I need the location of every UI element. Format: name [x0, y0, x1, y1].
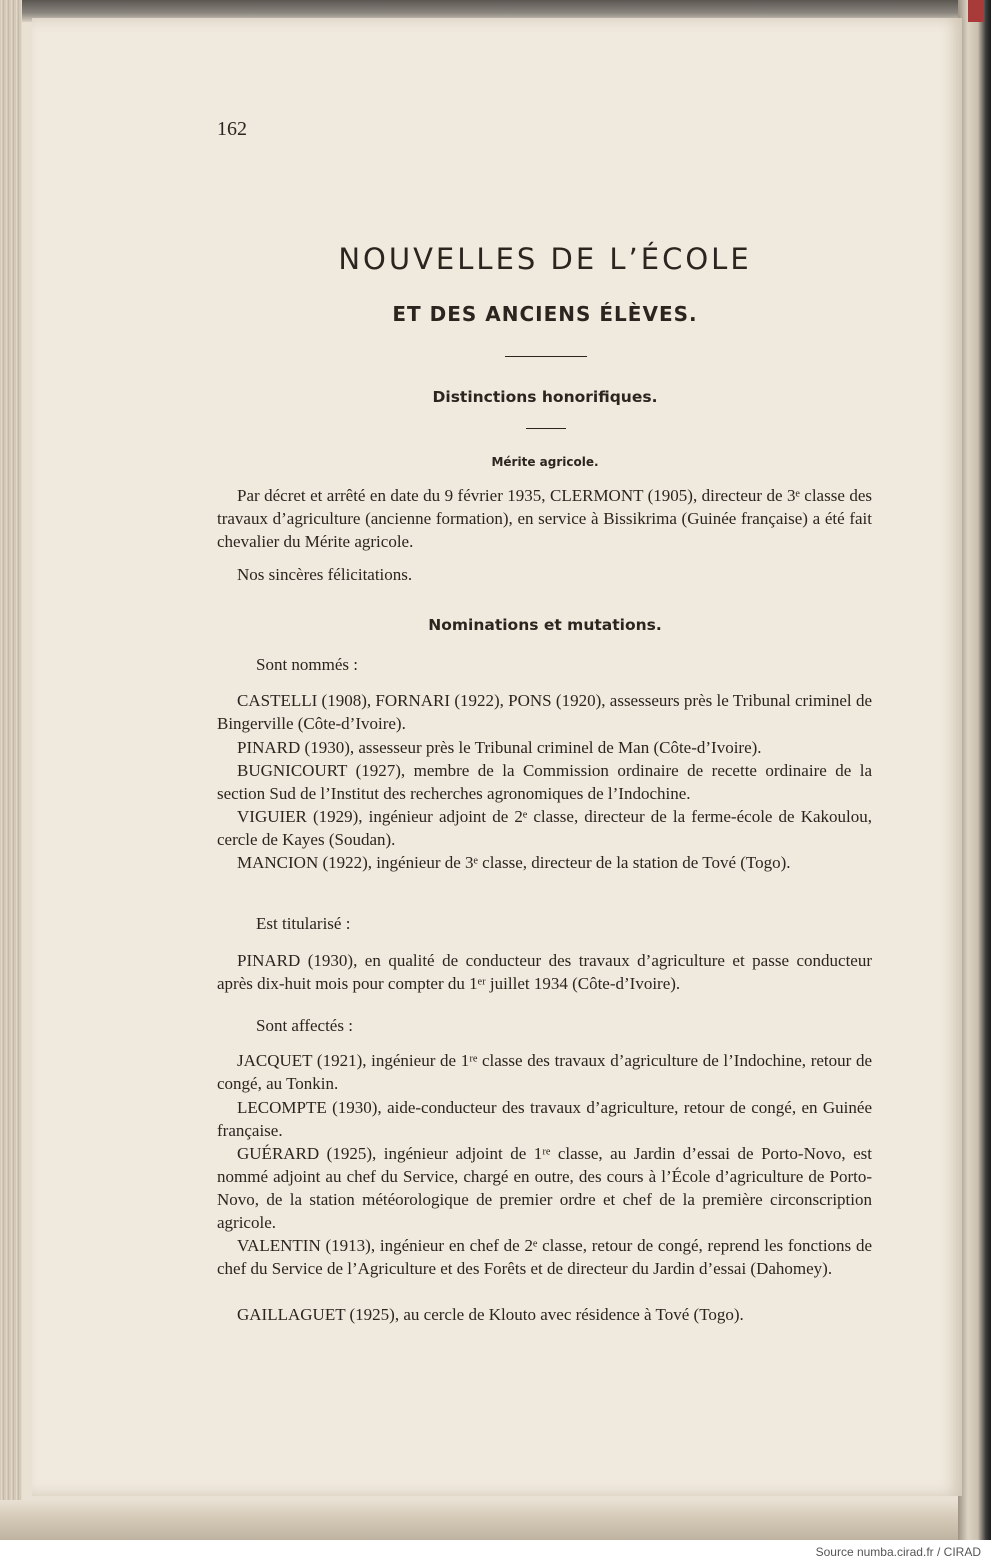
source-credit: Source numba.cirad.fr / CIRAD — [815, 1545, 981, 1559]
title-divider — [505, 356, 587, 357]
list-item: MANCION (1922), ingénieur de 3ᵉ classe, directeur de la station de Tové (Togo). — [237, 853, 791, 872]
page-title: NOUVELLES DE L’ÉCOLE — [338, 242, 752, 276]
label-est-titularise: Est titularisé : — [256, 914, 351, 933]
merite-agricole-heading: Mérite agricole. — [491, 455, 599, 469]
distinction-paragraph: Par décret et arrêté en date du 9 février 1935, CLERMONT (1905), directeur de 3ᵉ classe des travaux d’agriculture (ancienne formation), en service à Bissikrima (Guinée française) a été fait chevalier du Mérite agricole. — [217, 486, 872, 551]
section-divider — [526, 428, 566, 429]
list-item: VALENTIN (1913), ingénieur en chef de 2ᵉ classe, retour de congé, reprend les fonctions de chef du Service de l’Agriculture et des Forêts et de directeur du Jardin d’essai (Dahomey). — [217, 1236, 872, 1278]
nominations-heading: Nominations et mutations. — [428, 616, 662, 634]
list-item: BUGNICOURT (1927), membre de la Commission ordinaire de recette ordinaire de la section Sud de l’Institut des recherches agronomiques de l’Indochine. — [217, 761, 872, 803]
list-item: GUÉRARD (1925), ingénieur adjoint de 1ʳᵉ classe, au Jardin d’essai de Porto-Novo, est nommé adjoint au chef du Service, chargé en outre, des cours à l’École d’agriculture de Porto-Novo, de la station météorologique de premier ordre et chef de la première circonscription agricole. — [217, 1144, 872, 1232]
list-item: JACQUET (1921), ingénieur de 1ʳᵉ classe des travaux d’agriculture de l’Indochine, retour de congé, au Tonkin. — [217, 1051, 872, 1093]
page-stack-edge — [0, 0, 22, 1540]
bookmark-ribbon — [968, 0, 984, 22]
page-number: 162 — [217, 118, 247, 140]
list-item: PINARD (1930), assesseur près le Tribunal criminel de Man (Côte-d’Ivoire). — [237, 738, 762, 757]
list-item: PINARD (1930), en qualité de conducteur des travaux d’agriculture et passe conducteur après dix-huit mois pour compter du 1ᵉʳ juillet 1934 (Côte-d’Ivoire). — [217, 951, 872, 993]
book-gutter — [958, 0, 991, 1540]
book-bottom-edge — [0, 1500, 991, 1540]
list-item: GAILLAGUET (1925), au cercle de Klouto avec résidence à Tové (Togo). — [237, 1305, 744, 1324]
list-item: LECOMPTE (1930), aide-conducteur des travaux d’agriculture, retour de congé, en Guinée française. — [217, 1098, 872, 1140]
label-sont-nommes: Sont nommés : — [256, 655, 359, 674]
label-sont-affectes: Sont affectés : — [256, 1016, 353, 1035]
congratulations-text: Nos sincères félicitations. — [237, 565, 413, 584]
distinctions-heading: Distinctions honorifiques. — [432, 388, 658, 406]
page-subtitle: ET DES ANCIENS ÉLÈVES. — [392, 302, 698, 326]
list-item: CASTELLI (1908), FORNARI (1922), PONS (1920), assesseurs près le Tribunal criminel de Bingerville (Côte-d’Ivoire). — [217, 691, 872, 733]
list-item: VIGUIER (1929), ingénieur adjoint de 2ᵉ classe, directeur de la ferme-école de Kakoulou, cercle de Kayes (Soudan). — [217, 807, 872, 849]
